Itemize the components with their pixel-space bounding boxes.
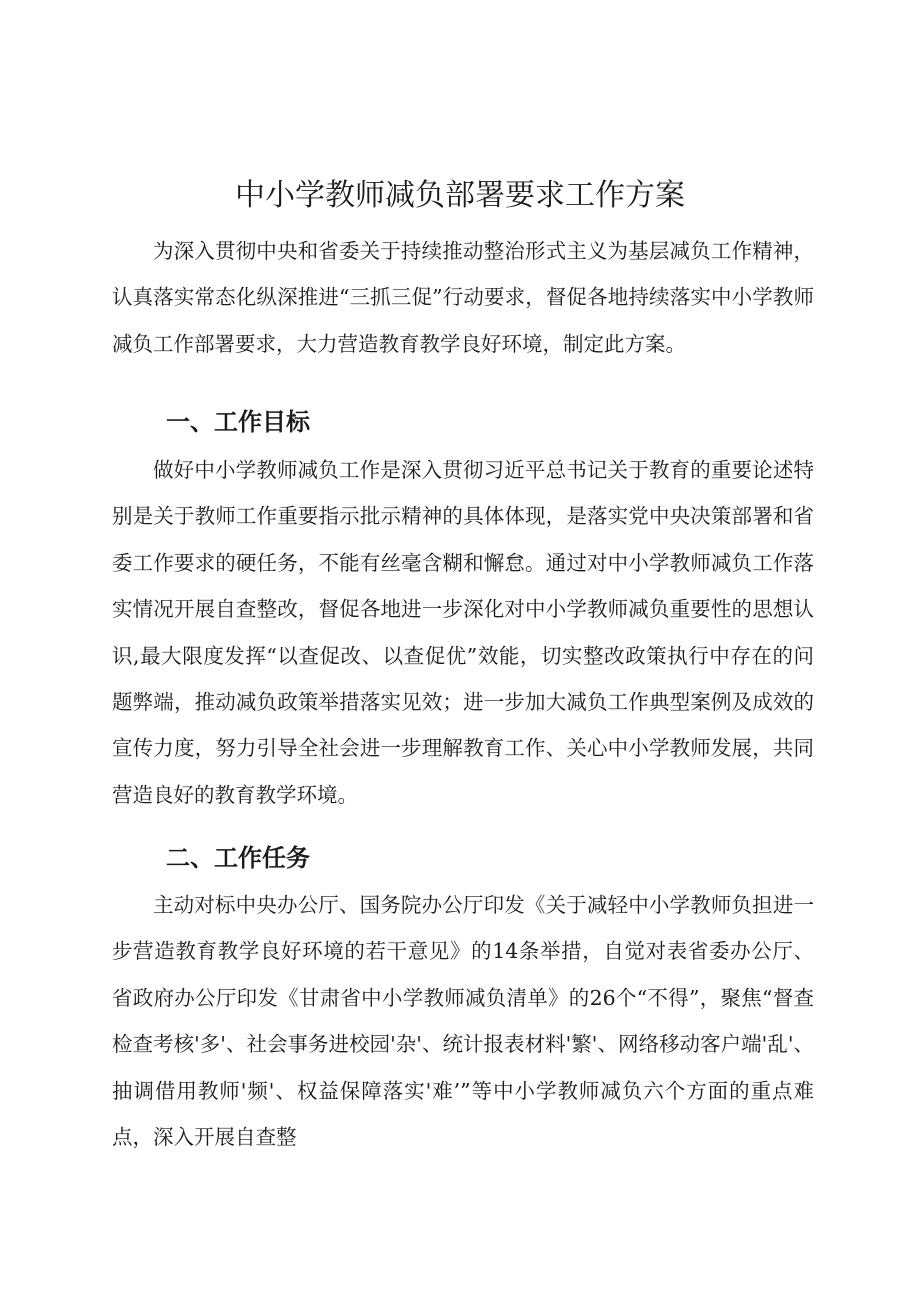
intro-paragraph: 为深入贯彻中央和省委关于持续推动整治形式主义为基层减负工作精神，认真落实常态化纵深推进“三抓三促”行动要求，督促各地持续落实中小学教师减负工作部署要求，大力营造教育教学良好环境，制定此方案。	[112, 239, 814, 356]
section-heading-tasks: 二、工作任务	[166, 844, 310, 872]
document-title: 中小学教师减负部署要求工作方案	[235, 178, 685, 213]
section-paragraph-goals: 做好中小学教师减负工作是深入贯彻习近平总书记关于教育的重要论述特别是关于教师工作重要指示批示精神的具体体现，是落实党中央决策部署和省委工作要求的硬任务，不能有丝毫含糊和懈怠。通过对中小学教师减负工作落实情况开展自查整改，督促各地进一步深化对中小学教师减负重要性的思想认识,最大限度发挥“以查促改、以查促优”效能，切实整改政策执行中存在的问题弊端，推动减负政策举措落实见效；进一步加大减负工作典型案例及成效的宣传力度，努力引导全社会进一步理解教育工作、关心中小学教师发展，共同营造良好的教育教学环境。	[112, 458, 814, 807]
section-heading-goals: 一、工作目标	[166, 408, 310, 436]
section-paragraph-tasks: 主动对标中央办公厅、国务院办公厅印发《关于减轻中小学教师负担进一步营造教育教学良好环境的若干意见》的14条举措，自觉对表省委办公厅、省政府办公厅印发《甘肃省中小学教师减负清单》的26个“不得”，聚焦“督查检查考核'多'、社会事务进校园'杂'、统计报表材料'繁'、网络移动客户端'乱'、抽调借用教师'频'、权益保障落实'难’”等中小学教师减负六个方面的重点难点，深入开展自查整	[112, 893, 814, 1150]
